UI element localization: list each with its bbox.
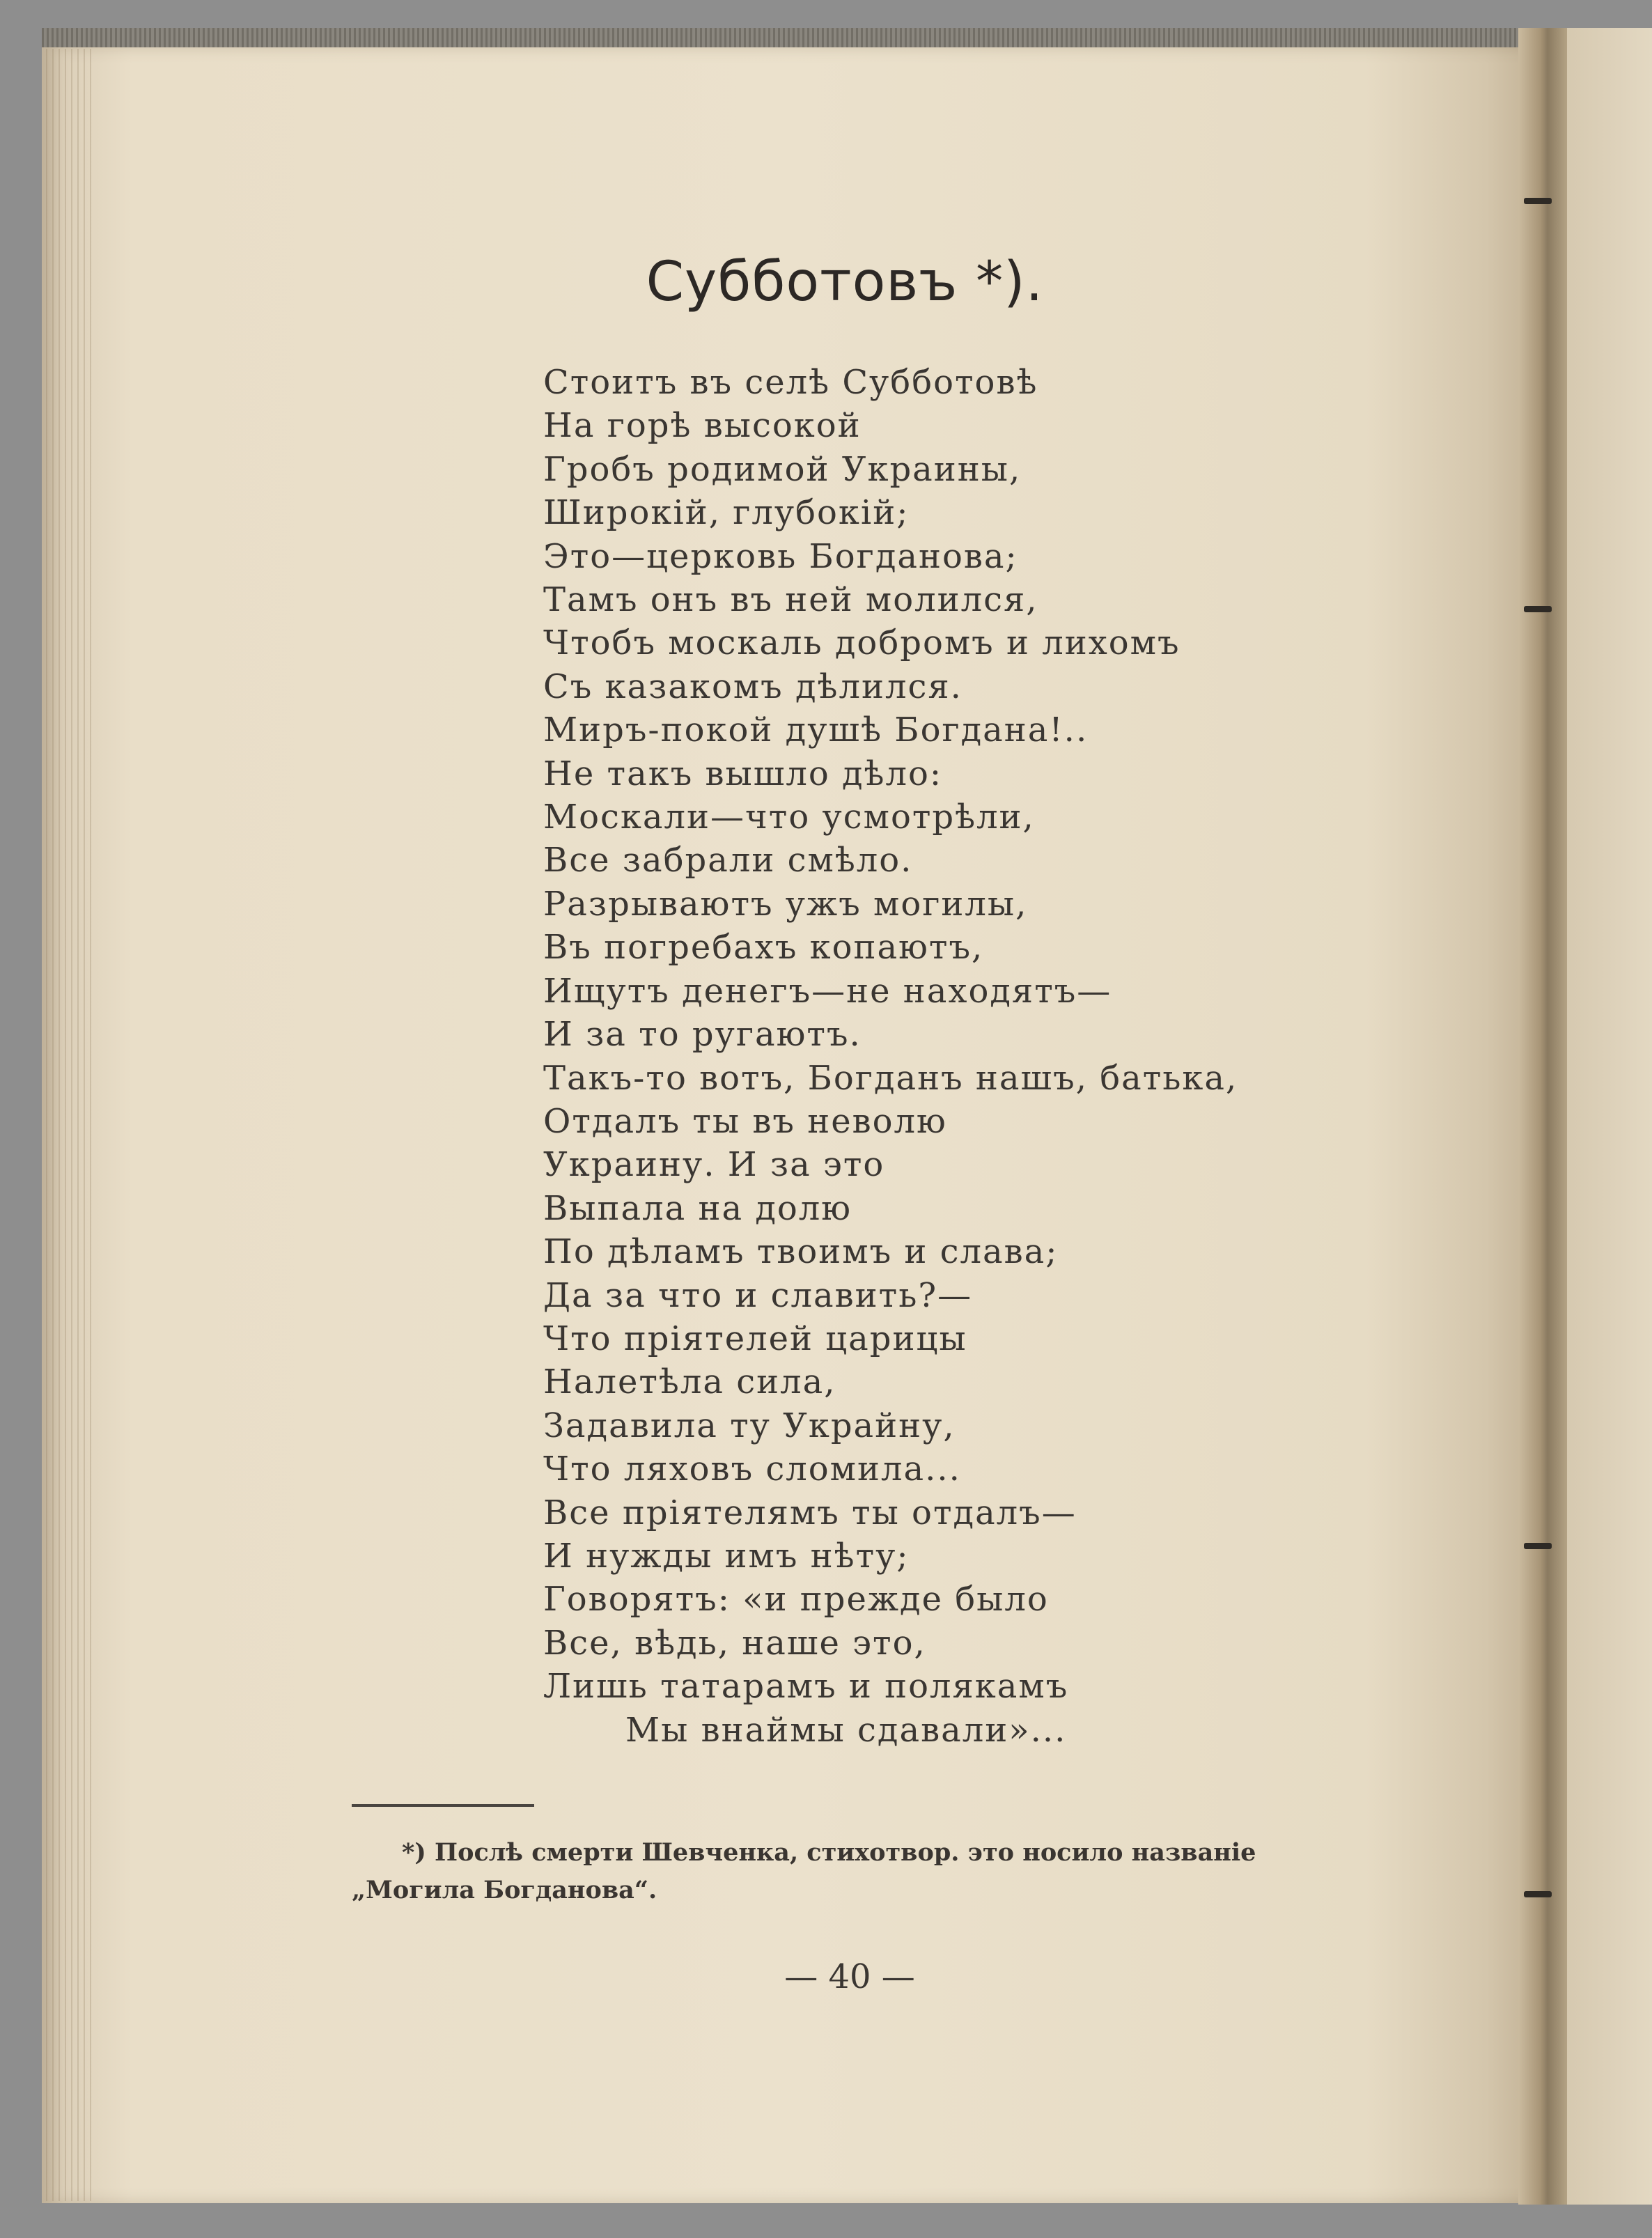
footnote-rule bbox=[352, 1804, 534, 1807]
footnote-line: *) Послѣ смерти Шевченка, стихотвор. это носило названіе bbox=[402, 1838, 1256, 1867]
poem-line: Налетѣла сила, bbox=[543, 1362, 836, 1402]
poem-line: Миръ-покой душѣ Богдана!.. bbox=[543, 710, 1089, 750]
page-number bbox=[0, 1957, 1652, 1996]
poem-line: Стоитъ въ селѣ Субботовѣ bbox=[543, 363, 1038, 402]
poem-line: Да за что и славить?— bbox=[543, 1275, 973, 1315]
page-title-text: Субботовъ *). bbox=[646, 251, 1044, 313]
poem-line: Отдалъ ты въ неволю bbox=[543, 1101, 947, 1141]
poem-line: Украину. И за это bbox=[543, 1145, 885, 1185]
facing-page-edge bbox=[1567, 28, 1652, 2205]
binding-stitch bbox=[1524, 198, 1552, 204]
page-title bbox=[0, 251, 1652, 313]
poem-line: Съ казакомъ дѣлился. bbox=[543, 667, 963, 706]
poem-line: Задавила ту Украйну, bbox=[543, 1406, 956, 1445]
poem-line: Широкій, глубокій; bbox=[543, 493, 910, 533]
poem-line: Ищутъ денегъ—не находятъ— bbox=[543, 971, 1112, 1011]
footnote bbox=[352, 1834, 1362, 1909]
poem-line: По дѣламъ твоимъ и слава; bbox=[543, 1232, 1059, 1272]
poem-line: Это—церковь Богданова; bbox=[543, 536, 1018, 576]
poem-line: Гробъ родимой Украины, bbox=[543, 449, 1022, 489]
poem-line: Чтобъ москаль добромъ и лихомъ bbox=[543, 623, 1180, 663]
poem-line: Выпала на долю bbox=[543, 1188, 852, 1228]
poem-line: Что ляховъ сломила... bbox=[543, 1450, 961, 1489]
poem-line: Въ погребахъ копаютъ, bbox=[543, 928, 984, 968]
poem-line: Разрываютъ ужъ могилы, bbox=[543, 884, 1028, 924]
binding-stitch bbox=[1524, 1891, 1552, 1897]
poem-line: Не такъ вышло дѣло: bbox=[543, 754, 943, 793]
poem-line: И за то ругаютъ. bbox=[543, 1015, 862, 1055]
poem-line: Все, вѣдь, наше это, bbox=[543, 1623, 926, 1663]
poem-line: Все забрали смѣло. bbox=[543, 841, 913, 880]
poem-line: Говорятъ: «и прежде было bbox=[543, 1580, 1049, 1619]
poem-line: Такъ-то вотъ, Богданъ нашъ, батька, bbox=[543, 1058, 1238, 1098]
poem-body bbox=[543, 361, 1379, 1752]
poem-line: На горѣ высокой bbox=[543, 406, 862, 446]
page-stack-edge bbox=[46, 49, 95, 2201]
poem-line: Что пріятелей царицы bbox=[543, 1319, 967, 1358]
page-number-text: — 40 — bbox=[784, 1957, 915, 1996]
binding-stitch bbox=[1524, 1543, 1552, 1549]
poem-line: Лишь татарамъ и полякамъ bbox=[543, 1667, 1069, 1707]
book-gutter bbox=[1518, 28, 1567, 2205]
footnote-line: „Могила Богданова“. bbox=[352, 1876, 657, 1904]
poem-line: Москали—что усмотрѣли, bbox=[543, 798, 1035, 837]
binding-stitch bbox=[1524, 606, 1552, 612]
poem-line: И нужды имъ нѣту; bbox=[543, 1536, 910, 1576]
poem-line: Все пріятелямъ ты отдалъ— bbox=[543, 1493, 1077, 1532]
poem-line: Тамъ онъ въ ней молился, bbox=[543, 580, 1038, 620]
poem-last-line: Мы внаймы сдавали»... bbox=[625, 1710, 1067, 1750]
